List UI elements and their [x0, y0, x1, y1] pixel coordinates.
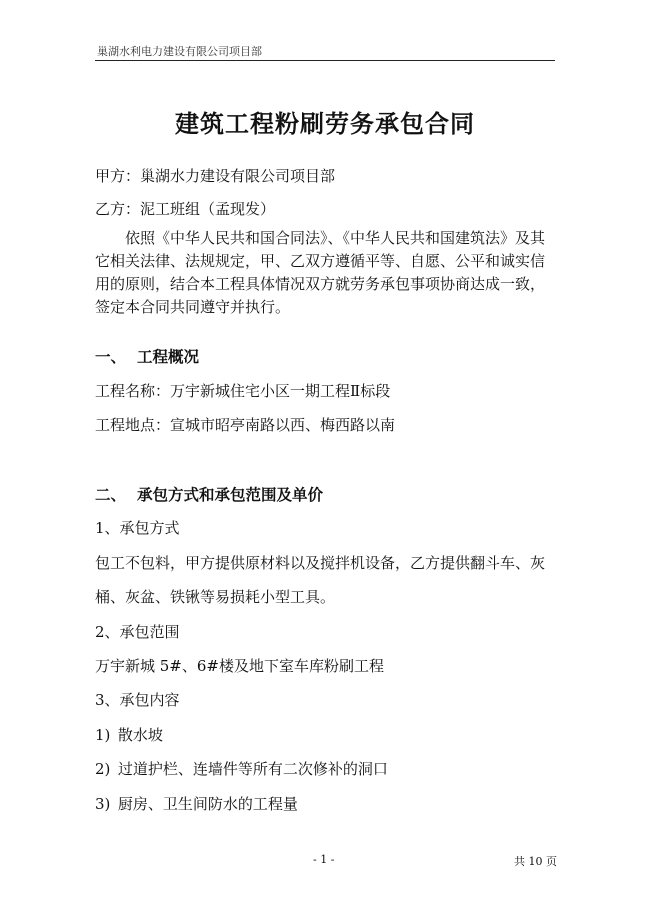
preamble-line: 依照《中华人民共和国合同法》、《中华人民共和国建筑法》及其 — [125, 229, 546, 247]
party-a: 甲方：巢湖水力建设有限公司项目部 — [95, 167, 336, 185]
preamble-line: 它相关法律、法规规定，甲、乙双方遵循平等、自愿、公平和诚实信 — [95, 252, 546, 270]
document-title: 建筑工程粉刷劳务承包合同 — [175, 109, 475, 138]
subsection-1-line: 桶、灰盆、铁锹等易损耗小型工具。 — [95, 588, 336, 606]
content-item: 3) 厨房、卫生间防水的工程量 — [95, 795, 298, 813]
total-pages: 共 10 页 — [514, 855, 557, 868]
preamble-paragraph — [95, 227, 557, 319]
section-1-number: 一、 — [95, 347, 127, 366]
section-2-title: 承包方式和承包范围及单价 — [137, 485, 324, 504]
subsection-2-body: 万宇新城 5#、6#楼及地下室车库粉刷工程 — [95, 657, 384, 675]
section-1-title: 工程概况 — [137, 347, 200, 366]
party-b: 乙方：泥工班组（孟现发） — [95, 200, 276, 218]
page-number: - 1 - — [313, 853, 335, 866]
subsection-1-line: 包工不包料，甲方提供原材料以及搅拌机设备，乙方提供翻斗车、灰 — [95, 554, 546, 572]
subsection-3-title: 3、承包内容 — [95, 691, 180, 709]
preamble-line: 签定本合同共同遵守并执行。 — [95, 298, 291, 316]
content-item: 2) 过道护栏、连墙件等所有二次修补的洞口 — [95, 760, 388, 778]
section-2-heading — [95, 485, 323, 505]
header-company: 巢湖水利电力建设有限公司项目部 — [97, 45, 262, 58]
project-name: 工程名称：万宇新城住宅小区一期工程Ⅱ标段 — [95, 382, 391, 400]
header-divider — [95, 60, 555, 61]
section-1-heading — [95, 347, 199, 367]
section-2-number: 二、 — [95, 485, 127, 504]
preamble-line: 用的原则，结合本工程具体情况双方就劳务承包事项协商达成一致， — [95, 275, 546, 293]
subsection-1-title: 1、承包方式 — [95, 519, 180, 537]
subsection-2-title: 2、承包范围 — [95, 623, 180, 641]
content-item: 1) 散水坡 — [95, 726, 163, 744]
project-location: 工程地点：宣城市昭亭南路以西、梅西路以南 — [95, 416, 396, 434]
